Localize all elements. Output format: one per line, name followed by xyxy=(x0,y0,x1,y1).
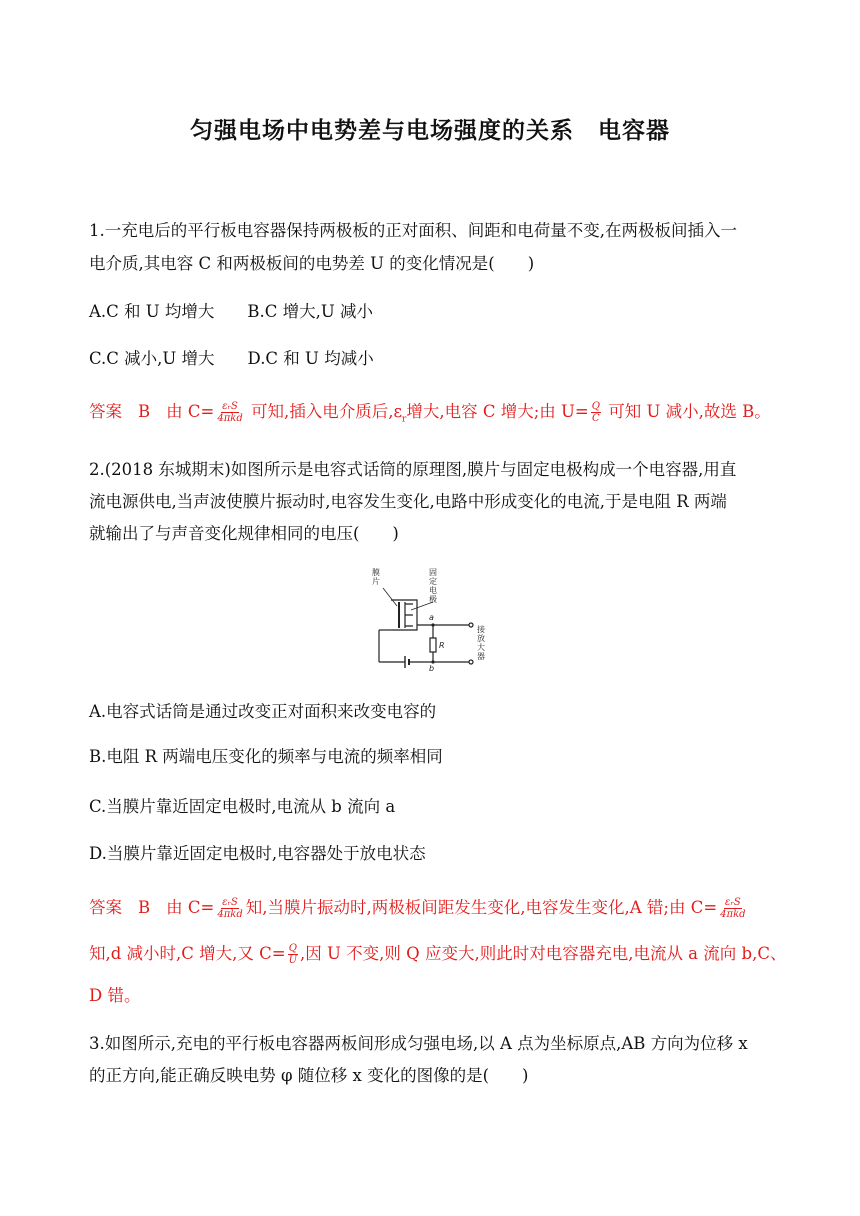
page-title: 匀强电场中电势差与电场强度的关系 电容器 xyxy=(190,118,670,144)
formula-fraction: $\frac{\text{εᵣS}}{\text{4πkd}}$ xyxy=(217,401,243,424)
answer-text: 由 C= xyxy=(166,402,215,421)
formula-fraction: $\frac{Q}{U}$ xyxy=(288,943,298,966)
answer-letter: B xyxy=(138,898,151,917)
q1-stem-line2: 电介质,其电容 C 和两极板间的电势差 U 的变化情况是( ) xyxy=(89,254,535,273)
label-amplifier: 接放大器 xyxy=(477,625,485,661)
answer-letter: B xyxy=(138,402,151,421)
q2-answer-line3: D 错。 xyxy=(89,986,141,1005)
q2-option-d: D.当膜片靠近固定电极时,电容器处于放电状态 xyxy=(89,844,426,863)
q2-stem-line2: 流电源供电,当声波使膜片振动时,电容发生变化,电路中形成变化的电流,于是电阻 R 两端 xyxy=(89,492,727,511)
q2-option-c: C.当膜片靠近固定电极时,电流从 b 流向 a xyxy=(89,797,396,816)
label-electrode: 固定电极 xyxy=(429,568,437,604)
answer-label: 答案 xyxy=(89,402,122,421)
label-a: a xyxy=(429,613,434,622)
answer-text: ,因 U 不变,则 Q 应变大,则此时对电容器充电,电流从 a 流向 b,C、 xyxy=(300,944,787,963)
q3-stem-line1: 3.如图所示,充电的平行板电容器两板间形成匀强电场,以 A 点为坐标原点,AB 方向为位移 x xyxy=(89,1034,748,1053)
q2-option-b: B.电阻 R 两端电压变化的频率与电流的频率相同 xyxy=(89,747,443,766)
q3-stem-line2: 的正方向,能正确反映电势 φ 随位移 x 变化的图像的是( ) xyxy=(89,1066,529,1085)
answer-text: 增大,电容 C 增大;由 U= xyxy=(406,402,589,421)
q2-answer-line2 xyxy=(89,942,800,966)
answer-text: 由 C= xyxy=(166,898,215,917)
microphone-circuit-diagram xyxy=(369,566,497,672)
q1-answer xyxy=(89,400,800,431)
answer-text: 知,d 减小时,C 增大,又 C= xyxy=(89,944,286,963)
formula-fraction: $\frac{\text{εᵣS}}{\text{4πkd}}$ xyxy=(720,897,746,920)
q1-stem-line1: 1.一充电后的平行板电容器保持两极板的正对面积、间距和电荷量不变,在两极板间插入一 xyxy=(89,221,737,240)
label-b: b xyxy=(429,664,435,672)
q1-options-cd: C.C 减小,U 增大 D.C 和 U 均减小 xyxy=(89,349,374,368)
answer-text: 知,当膜片振动时,两极板间距发生变化,电容发生变化,A 错;由 C= xyxy=(245,898,718,917)
label-membrane: 膜片 xyxy=(372,568,380,586)
q2-stem-line1: 2.(2018 东城期末)如图所示是电容式话筒的原理图,膜片与固定电极构成一个电容器,用直 xyxy=(89,460,737,479)
label-resistor: R xyxy=(439,641,445,650)
q2-answer-line1 xyxy=(89,896,800,920)
q2-option-a: A.电容式话筒是通过改变正对面积来改变电容的 xyxy=(89,702,437,721)
answer-label: 答案 xyxy=(89,898,122,917)
answer-text: 可知,插入电介质后,ε xyxy=(245,402,403,421)
q1-options-ab: A.C 和 U 均增大 B.C 增大,U 减小 xyxy=(89,302,374,321)
subscript: r xyxy=(402,414,407,425)
formula-fraction: $\frac{Q}{C}$ xyxy=(591,401,600,424)
answer-text: 可知 U 减小,故选 B。 xyxy=(602,402,771,421)
q2-stem-line3: 就输出了与声音变化规律相同的电压( ) xyxy=(89,524,399,543)
formula-fraction: $\frac{\text{εᵣS}}{\text{4πkd}}$ xyxy=(217,897,243,920)
